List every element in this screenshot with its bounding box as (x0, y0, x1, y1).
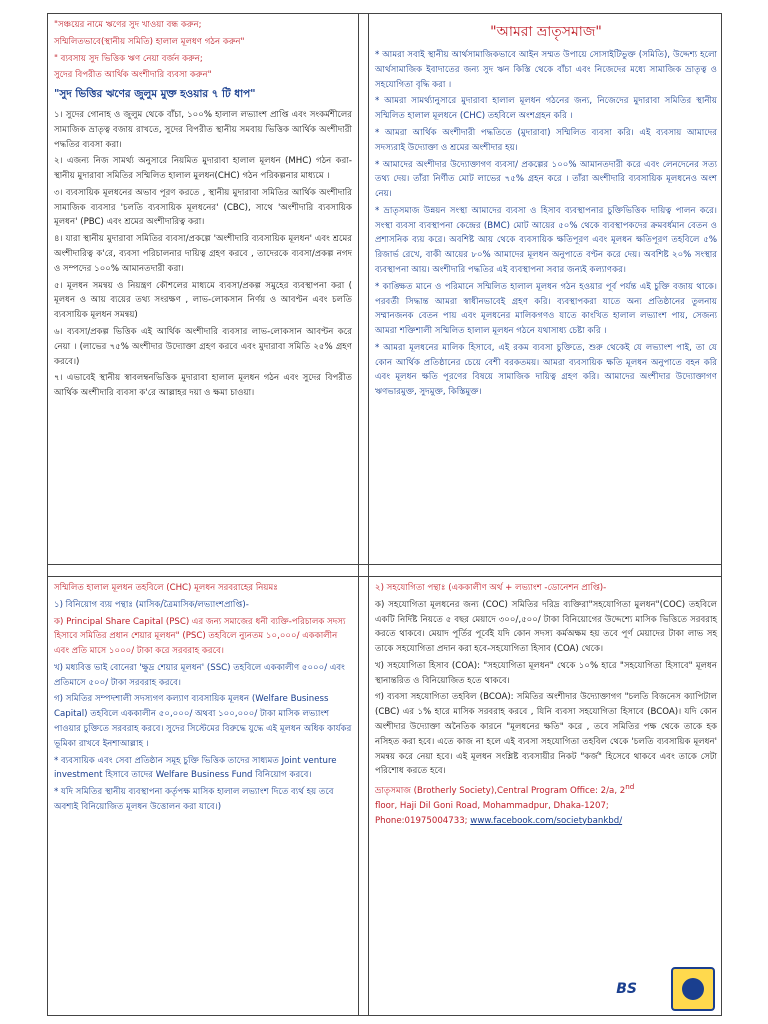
about-paragraph: * আমরা আর্থিক অংশীদারী পদ্ধতিতে (মুদারাবা) সম্মিলিত ব্যবসা করি। এই ব্যবসায় আমাদের সদস্যরাই উদ্যোক্তা ও শ্রমের অংশীদার হয়। (375, 127, 717, 153)
logo-row (616, 967, 715, 1011)
contact-line: floor, Haji Dil Goni Road, Mohammadpur, Dhaka-1207; (375, 800, 609, 811)
capital-subheading: ১) বিনিয়োগ ব্যয় পন্থাঃ (মাসিক/ত্রৈমাসিক/লভ্যাংশপ্রাপ্তি)- (54, 599, 249, 610)
capital-heading: সম্মিলিত হালাল মূলধন তহবিলে (CHC) মূলধন সরবরাহের নিয়মঃ (54, 583, 278, 593)
about-paragraph: * আমরা সামর্থ্যানুসারে মুদারাবা হালাল মূলধন গঠনের জন্য, নিজেদের মুদারাবা সমিতির স্থানীয় সম্মিলিত হালাল মূলধনে (CHC) তহবিলে অংশগ্রহন করি । (375, 96, 717, 122)
about-paragraph: * ভ্রাতৃসমাজ উন্নয়ন সংস্থা আমাদের ব্যবসা ও হিসাব ব্যবস্থাপনার চুক্তিভিত্তিক দায়িত্ব পালন করে। সংস্থা ব্যবসা ব্যবস্থাপনা কেন্দ্রের (BMC) মোট আয়ের ৫০% থেকে ব্যবস্থাপকদের ক্রমবর্ধমান বেতন ও প্রশাসনিক ব্যয় করে। অবশিষ্ট আয় থেকে ব্যবসায়িক ক্ষতিপূরণ এবং মূলধন ক্ষতিপূরণ তহবিলে ৫% রিজার্ভ রেখে, বাকী আয়ের ৮০% আমাদের মূলধন অনুপাতে বণ্টন করে দেয়। অবশিষ্ট ২০% সংস্থার ব্যবস্থাপনা আয়। অংশীদারি পদ্ধতির এই ব্যবস্থাপনা সবার জন্যই কল্যাণকর। (375, 205, 717, 276)
step-item: ৪। যারা স্থানীয় মুদারাবা সমিতির ব্যবসা/প্রকল্পে 'অংশীদারি ব্যবসায়িক মূলধন' এবং শ্রমের অংশীদারিত্ব ক'রে, ব্যবসা পরিচালনার দায়িত্ব গ্রহণ করবে , তাদেরকে ব্যবসা/প্রকল্প নগদ ও সম্পদের ১০০% আমানতদারী করা। (54, 234, 352, 274)
about-paragraph: * আমরা সবাই স্থানীয় আর্থসামাজিকভাবে আইন সম্মত উপায়ে সোসাইটিভুক্ত (সমিতি), উদ্দেশ্য হলো আর্থসামাজিক ইবাদাতের জন্য সুদ ঋন কিস্তি থেকে বাঁচা এবং নিজেদের মধ্যে সামাজিক ভ্রাতৃত্ব ও সহযোগিতা বৃদ্ধি করা । (375, 50, 717, 90)
capital-item: ক) Principal Share Capital (PSC) এর জন্য সমাজের ধনী ব্যক্তি-পরিচালক সদস্য হিসাবে সমিতির প্রধান শেয়ার মূলধন" (PSC) তহবিলে ন্যুনতম ১০,০০০/ এককালীন এবং প্রতি মাসে ১০০০/ টাকা করে সরবরাহ করবে। (54, 616, 346, 657)
cooperation-item: গ) ব্যবসা সহযোগিতা তহবিল (BCOA): সমিতির অংশীদার উদ্যোক্তাগণ "চলতি বিজনেস ক্যাপিটাল (CBC) এর ১% হারে মাসিক সরবরাহ করবে , যিনি ব্যবসা সহযোগিতা হিসাবে (BCOA)। যদি কোন অংশীদার উদ্যোক্তা অনৈতিক কারনে "মূলধনের ক্ষতি" করে , তবে সমিতির পক্ষ থেকে তাকে হক নসিহত করা হবে। এতে কাজ না হলে এই ব্যবসা সহযোগিতা তহবিল থেকে 'চলতি ব্যবসায়িক মূলধন' সমন্বয় করে নেয়া হবে। এই মূলধন সংশ্লিষ্ট ব্যবসায়ীর নিকট "কর্জ" হিসেবে থাকবে এবং তাকে সেটা পরিশোধ করতে হবে। (375, 692, 717, 777)
row-divider (48, 564, 721, 565)
steps-heading: "সুদ ভিত্তির ঋণের জুলুম মুক্ত হওয়ার ৭ টি ধাপ" (54, 88, 256, 101)
society-seal-icon (671, 967, 715, 1011)
capital-item: গ) সমিতির সম্পদশালী সদস্যগণ কল্যাণ ব্যবসায়িক মূলধন (Welfare Business Capital) তহবিলে এককালীন ৫০,০০০/ অথবা ১০০,০০০/ টাকা মাসিক লভ্যাংশ পাওয়ার চুক্তিতে সরবরাহ করবে। সুদের সিস্টেমের বিরুদ্ধে যুদ্ধে এই মূলধন অধিক কার্যকর ভূমিকা রাখবে ইনশাআল্লাহ । (54, 694, 352, 749)
about-paragraph: * আমরা মূলধনের মালিক হিসাবে, এই রকম ব্যবসা চুক্তিতে, শুরু থেকেই যে লভ্যাংশ পাই, তা যে কোন আর্থিক প্রতিষ্ঠানের চেয়ে বেশী বরকতময়। আমরা ব্যবসায়িক ক্ষতি মূলধন অনুপাতে বহন করি এবং মূলধন ক্ষতি পূরণের বিষয়ে সামাজিক দায়িত্ব গ্রহণ করি। আমাদের অংশীদার উদ্যোক্তাগণ ঋণভারমুক্ত, সুদমুক্ত, কিস্তিমুক্ত। (375, 342, 717, 398)
contact-address (375, 781, 717, 828)
slogan-line: সুদের বিপরীত আর্থিক অংশীদারি ব্যবসা করুন" (54, 70, 212, 81)
capital-item: * যদি সমিতির স্থানীয় ব্যবস্থাপনা কর্তৃপক্ষ মাসিক হালাল লভ্যাংশ দিতে ব্যর্থ হয় তবে অবশ্যই বিনিয়োজিত মূলধন উত্তোলন করা যাবে।) (54, 787, 334, 812)
about-paragraph: * কাঙ্ক্ষিত মানে ও পরিমানে সম্মিলিত হালাল মূলধন গঠন হওয়ার পূর্ব পর্যন্ত এই চুক্তি বজায় থাকে। পরবর্তী সিদ্ধান্ত আমরা স্বাধীনভাবেই গ্রহণ করি। ব্যবস্থাপকরা যাতে অন্য প্রতিষ্ঠানের তুলনায় সম্মানজনক বেতন পায় এবং মূলধনের মালিকগণও যাতে কাংখিত হালাল লভ্যাংশ পায়, সেজন্য আমরা শক্তিশালী সম্মিলিত হালাল মূলধন গঠনে যথাসাধ্য চেষ্টা করি । (375, 281, 717, 337)
cooperation-panel (369, 577, 723, 1017)
flyer-sheet (47, 13, 722, 1016)
cooperation-heading: ২) সহযোগিতা পন্থাঃ (এককালীণ অর্থ + লভ্যাংশ -ডোনেশন প্রাপ্তি)- (375, 583, 607, 593)
about-panel (369, 14, 723, 564)
contact-superscript: nd (625, 782, 635, 792)
slogan-line: " ব্যবসায় সুদ ভিত্তিক ঋণ নেয়া বর্জন করুন; (54, 53, 203, 64)
column-divider (358, 14, 359, 1015)
slogan-line: "সঞ্চয়ের নামে ঋণের সুদ খাওয়া বন্ধ করুন; (54, 20, 202, 30)
step-item: ৭। এভাবেই স্থানীয় স্বাবলম্বনভিত্তিক মুদারাবা হালাল মূলধন গঠন এবং সুদের বিপরীত আর্থিক অংশীদারি ব্যবসা ক'রে আল্লাহর দয়া ও ক্ষমা চাওয়া। (54, 373, 352, 399)
cooperation-item: খ) সহযোগিতা হিসাব (COA): "সহযোগিতা মূলধন" থেকে ১০% হারে "সহযোগিতা হিসাবে" মূলধন স্থানান্তরিত ও বিনিয়োজিত হতে থাকবে। (375, 660, 717, 686)
phone-number: Phone:01975004733; (375, 815, 468, 826)
slogan-line: সম্মিলিতভাবে(স্থানীয় সমিতি) হালাল মূলধণ গঠন করুন" (54, 36, 245, 47)
about-title: "আমরা ভ্রাতৃসমাজ" (490, 24, 602, 40)
step-item: ৫। মূলধন সমন্বয় ও নিয়ন্ত্রণ কৌশলের মাধ্যমে ব্যবসা/প্রকল্প সমুহের ব্যবস্থাপনা করা ( মূলধন ও আয় ব্যয়ের তথ্য সংরক্ষণ , লাভ-লোকসান নির্ণয় ও আবণ্টন এবং চলতি ব্যবসায়িক মূলধন সমন্বয়) (54, 280, 352, 321)
step-item: ৩। ব্যবসায়িক মূলধনের অভাব পূরণ করতে , স্থানীয় মুদারাবা সমিতির আর্থিক অংশীদারি সামাজিক ব্যবসার 'চলতি ব্যবসায়িক মূলধনের' (CBC), সাথে 'অংশীদারি ব্যবসায়িক মূলধন' (PBC) এবং শ্রমের অংশীদারিত্ব করা। (54, 187, 352, 228)
capital-item: খ) মধ্যবিত্ত ভাই বোনেরা 'ক্ষুদ্র শেয়ার মূলধন' (SSC) তহবিলে এককালীণ ৫০০০/ এবং প্রতিমাসে ৫০০/ টাকা সরবরাহ করবে। (54, 662, 345, 688)
about-paragraph: * আমাদের অংশীদার উদ্যোক্তাগণ ব্যবসা/ প্রকল্পের ১০০% আমানতদারী করে এবং লেনদেনের সত্য তথ্য দেয়। তাঁরা নির্ণীত মোট লাভের ৭৫% গ্রহন করে । তাঁরা অংশীদারি ব্যবসায়িক মূলধনেও অংশ নেয়। (375, 159, 717, 200)
step-item: ১। সুদের গোনাহ ও জুলুম থেকে বাঁচা, ১০০% হালাল লভ্যাংশ প্রাপ্তি এবং সংকর্মশীলের সামাজিক ভ্রাতৃত্ব বজায় রাখতে, সুদের বিপরীত স্থানীয় সমবায় ভিত্তিক আর্থিক অংশীদারী পদ্ধতির ব্যবসা করা। (54, 110, 352, 150)
step-item: ৬। ব্যবসা/প্রকল্প ভিত্তিক এই আর্থিক অংশীদারি ব্যবসার লাভ-লোকসান আবণ্টন করে নেয়া । (লাভের ৭৫% অংশীদার উদ্যোক্তা গ্রহণ করবে এবং মুদারাবা সমিতি ২৫% গ্রহণ করবে।) (54, 326, 352, 367)
step-item: ২। এজন্য নিজ সামর্থ্য অনুসারে নিয়মিত মুদারাবা হালাল মূলধন (MHC) গঠন করা- স্থানীয় মুদারাবা সমিতির সম্মিলিত হালাল মুলধন(CHC) গঠন পরিকল্পনার মাধ্যমে । (54, 156, 352, 182)
cooperation-item: ক) সহযোগিতা মূলধনের জন্য (COC) সমিতির দরিদ্র ব্যক্তিরা"সহযোগিতা মুলধন"(COC) তহবিলে একটি নির্দিষ্ট নিয়তে ৫ বছর মেয়াদে ৩০০/,৫০০/ টাকা বিনিয়োগের উদ্দেশ্যে মাসিক ভিত্তিতে সরবরাহ করতে থাকবে। মেয়াদ পূর্তির পূর্বেই যদি কোন সদস্য কর্মঅক্ষম হয় তবে পূর্ণ মেয়াদের টাকা লাভ সহ তাকে সহযোগিতা প্রদান করা হবে-সহযোগিতা হিসাব (COA) থেকে। (375, 599, 717, 655)
facebook-link[interactable]: www.facebook.com/societybankbd/ (470, 815, 623, 826)
contact-line: ভ্রাতৃসমাজ (Brotherly Society),Central Program Office: 2/a, 2 (375, 786, 626, 797)
capital-item: * ব্যবসায়িক এবং সেবা প্রতিষ্ঠান সমূহ চুক্তি ভিত্তিক তাদের সাধ্যমত Joint venture investment হিসাবে তাদের Welfare Business Fund বিনিয়োগ করবে। (54, 755, 337, 781)
bs-logo: BS (616, 980, 637, 997)
capital-rules-panel (48, 577, 358, 1017)
steps-panel (48, 14, 358, 564)
